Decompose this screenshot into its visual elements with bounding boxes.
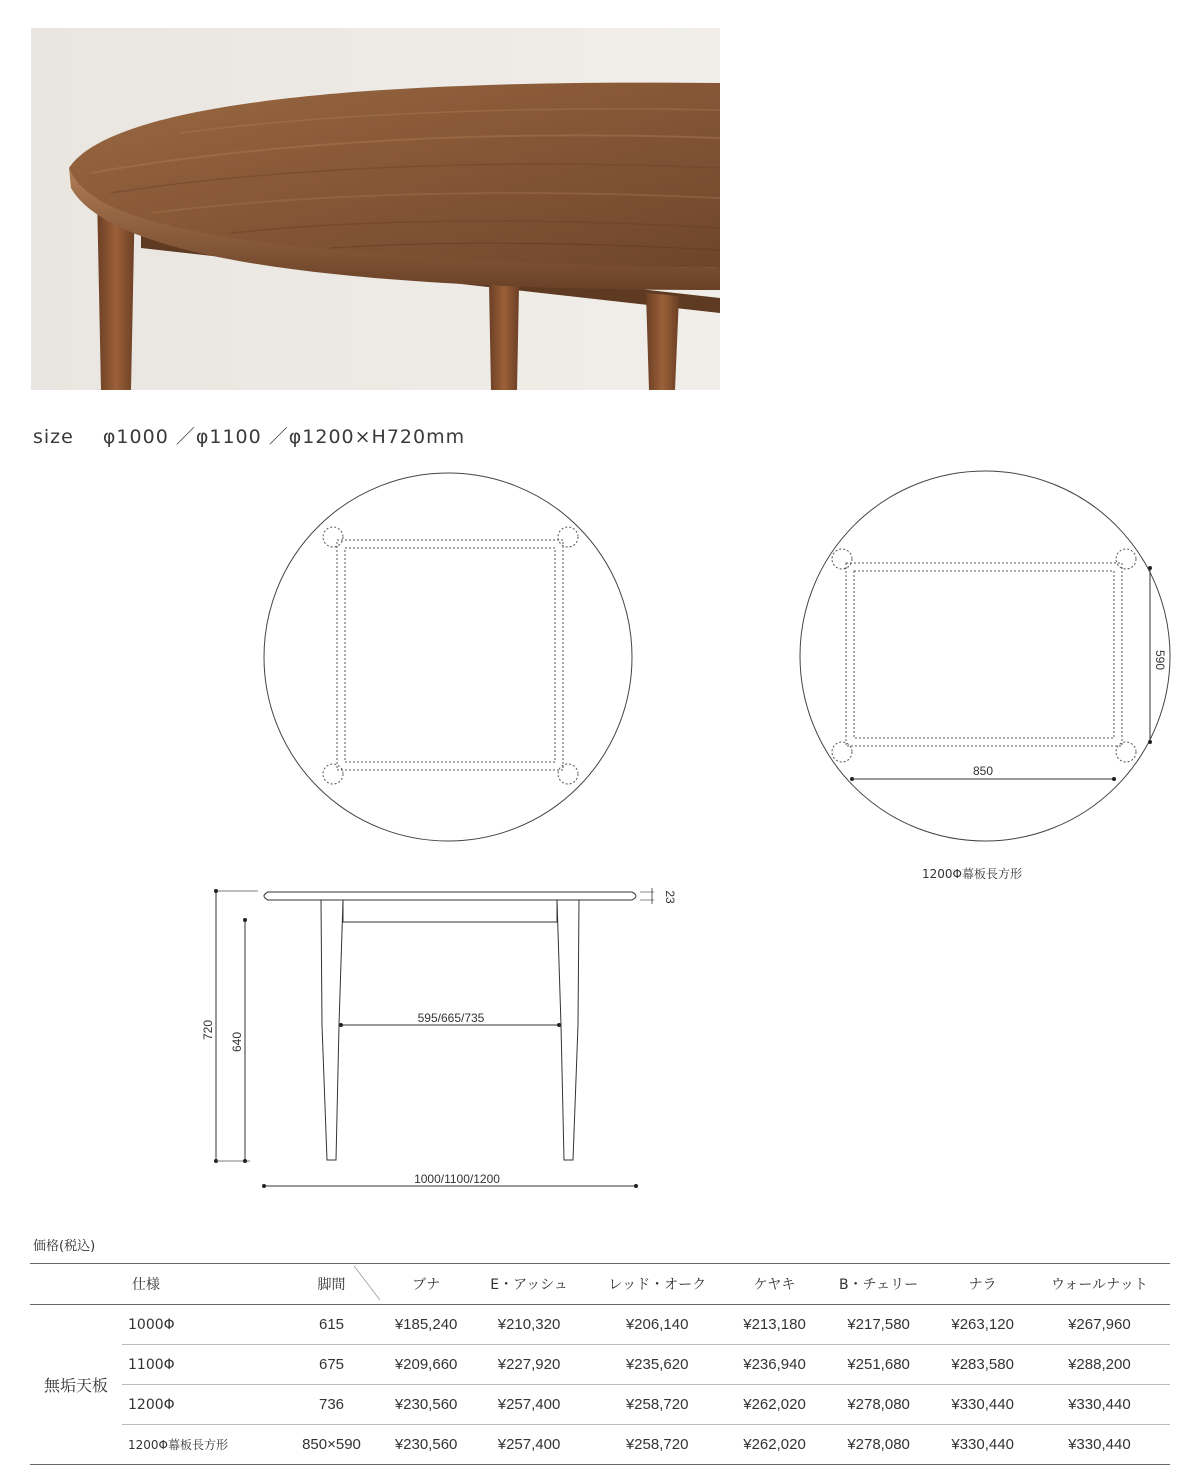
price-cell: ¥263,120 (937, 1305, 1029, 1345)
price-header-row (30, 1264, 1170, 1305)
table-row (30, 1385, 1170, 1425)
size-label: size (33, 426, 74, 448)
table-photo-illustration (31, 28, 720, 390)
price-cell: ¥258,720 (586, 1425, 729, 1465)
header-leg-span: 脚間 (283, 1264, 380, 1305)
price-cell: ¥217,580 (821, 1305, 937, 1345)
price-cell: ¥236,940 (728, 1345, 820, 1385)
header-wood-1: E・アッシュ (472, 1264, 586, 1305)
price-cell: ¥330,440 (937, 1425, 1029, 1465)
width-label: 1000/1100/1200 (414, 1172, 500, 1186)
table-row (30, 1305, 1170, 1345)
price-cell: ¥330,440 (1029, 1425, 1170, 1465)
price-cell: ¥251,680 (821, 1345, 937, 1385)
price-cell: ¥235,620 (586, 1345, 729, 1385)
price-cell: ¥278,080 (821, 1425, 937, 1465)
row-leg-span: 850×590 (283, 1425, 380, 1465)
plan-depth-label: 590 (1153, 649, 1167, 671)
row-leg-span: 736 (283, 1385, 380, 1425)
height-label: 720 (201, 1019, 215, 1041)
price-cell: ¥209,660 (380, 1345, 472, 1385)
price-cell: ¥213,180 (728, 1305, 820, 1345)
table-row (30, 1425, 1170, 1465)
group-label: 無垢天板 (30, 1305, 122, 1465)
header-wood-2: レッド・オーク (586, 1264, 729, 1305)
row-spec: 1000Φ (122, 1305, 283, 1345)
row-spec: 1100Φ (122, 1345, 283, 1385)
price-cell: ¥283,580 (937, 1345, 1029, 1385)
plan-caption: 1200Φ幕板長方形 (922, 867, 1022, 881)
price-cell: ¥206,140 (586, 1305, 729, 1345)
product-photo (31, 28, 720, 390)
plan-width-label: 850 (972, 764, 994, 778)
price-cell: ¥330,440 (1029, 1385, 1170, 1425)
row-spec: 1200Φ (122, 1385, 283, 1425)
price-cell: ¥185,240 (380, 1305, 472, 1345)
price-cell: ¥278,080 (821, 1385, 937, 1425)
header-diagonal-line (352, 1264, 382, 1302)
price-cell: ¥330,440 (937, 1385, 1029, 1425)
price-cell: ¥257,400 (472, 1425, 586, 1465)
price-cell: ¥262,020 (728, 1425, 820, 1465)
row-leg-span: 615 (283, 1305, 380, 1345)
price-table (30, 1263, 1170, 1465)
price-cell: ¥262,020 (728, 1385, 820, 1425)
price-cell: ¥230,560 (380, 1385, 472, 1425)
header-spec: 仕様 (122, 1264, 283, 1305)
price-cell: ¥230,560 (380, 1425, 472, 1465)
plan-view-round (264, 473, 632, 841)
row-leg-span: 675 (283, 1345, 380, 1385)
top-thickness-label: 23 (663, 890, 677, 904)
price-cell: ¥210,320 (472, 1305, 586, 1345)
size-value: φ1000 ／φ1100 ／φ1200×H720mm (102, 426, 466, 448)
table-row (30, 1345, 1170, 1385)
price-title: 価格(税込) (33, 1239, 96, 1254)
row-spec: 1200Φ幕板長方形 (122, 1425, 283, 1465)
size-spec (33, 422, 465, 449)
header-wood-0: ブナ (380, 1264, 472, 1305)
header-wood-5: ナラ (937, 1264, 1029, 1305)
leg-height-label: 640 (230, 1031, 244, 1053)
span-label: 595/665/735 (417, 1011, 485, 1025)
header-blank (30, 1264, 122, 1305)
price-cell: ¥257,400 (472, 1385, 586, 1425)
price-cell: ¥227,920 (472, 1345, 586, 1385)
price-cell: ¥288,200 (1029, 1345, 1170, 1385)
header-wood-6: ウォールナット (1029, 1264, 1170, 1305)
header-wood-3: ケヤキ (728, 1264, 820, 1305)
price-cell: ¥267,960 (1029, 1305, 1170, 1345)
price-cell: ¥258,720 (586, 1385, 729, 1425)
plan-view-rectangular-apron (800, 471, 1170, 841)
elevation-view (201, 888, 677, 1188)
header-wood-4: B・チェリー (821, 1264, 937, 1305)
